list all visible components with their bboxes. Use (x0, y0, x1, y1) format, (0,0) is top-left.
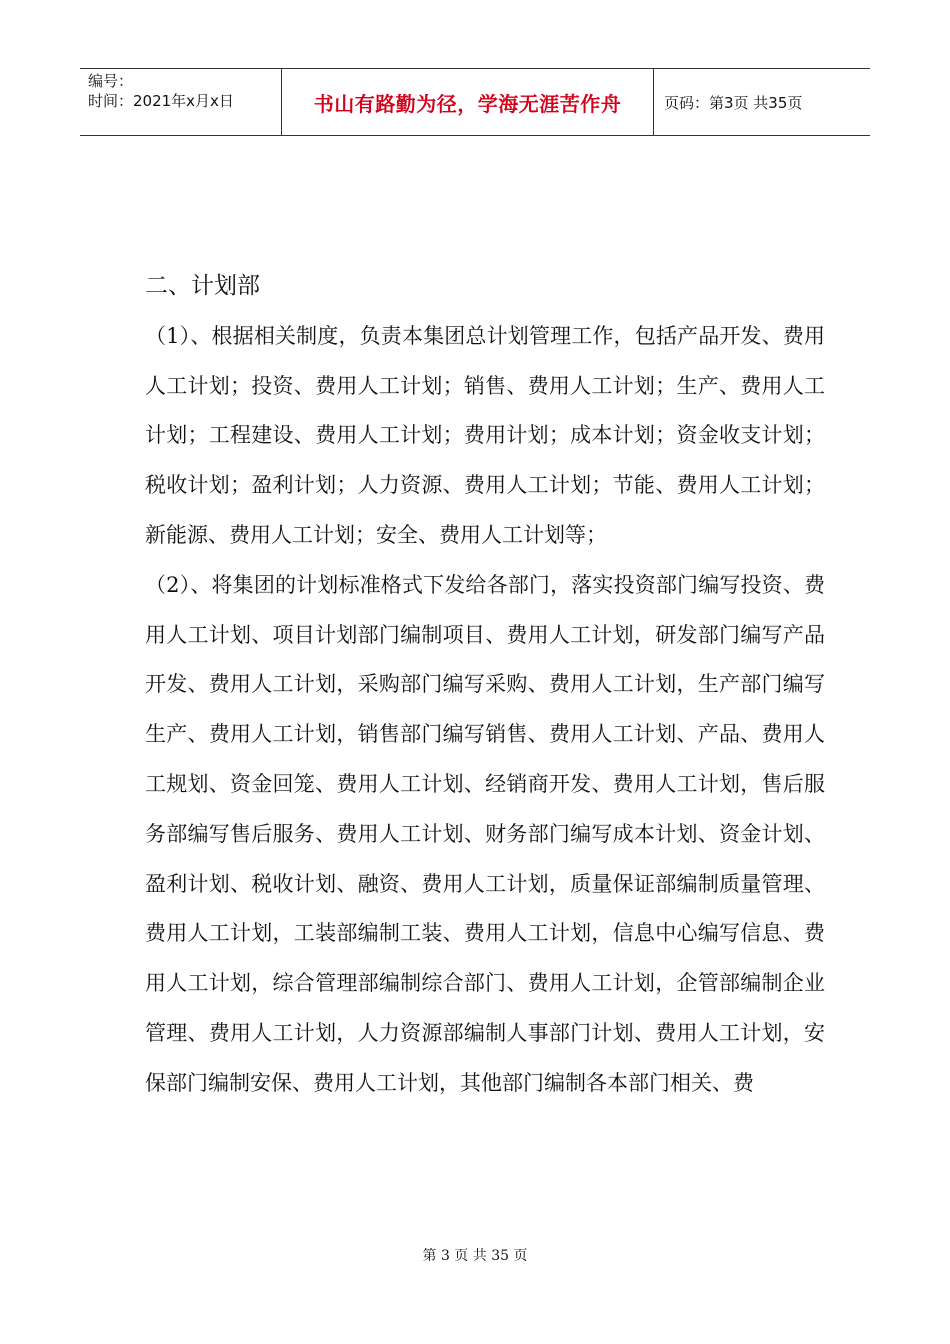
page-footer (0, 1245, 950, 1265)
paragraph-2: （2）、将集团的计划标准格式下发给各部门，落实投资部门编写投资、费用人工计划、项目计划部门编制项目、费用人工计划，研发部门编写产品开发、费用人工计划，采购部门编写采购、费用人工计划，生产部门编写生产、费用人工计划，销售部门编写销售、费用人工计划、产品、费用人工规划、资金回笼、费用人工计划、经销商开发、费用人工计划，售后服务部编写售后服务、费用人工计划、财务部门编写成本计划、资金计划、盈利计划、税收计划、融资、费用人工计划，质量保证部编制质量管理、费用人工计划，工装部编制工装、费用人工计划，信息中心编写信息、费用人工计划，综合管理部编制综合部门、费用人工计划，企管部编制企业管理、费用人工计划，人力资源部编制人事部门计划、费用人工计划，安保部门编制安保、费用人工计划，其他部门编制各本部门相关、费 (145, 572, 825, 1095)
paragraph-1: （1）、根据相关制度，负责本集团总计划管理工作，包括产品开发、费用人工计划；投资、费用人工计划；销售、费用人工计划；生产、费用人工计划；工程建设、费用人工计划；费用计划；成本计划；资金收支计划；税收计划；盈利计划；人力资源、费用人工计划；节能、费用人工计划；新能源、费用人工计划；安全、费用人工计划等； (145, 323, 825, 547)
page-info: 页码：第3页 共35页 (664, 93, 803, 112)
time-label: 时间：2021年x月x日 (88, 92, 234, 110)
footer-page-number: 第 3 页 共 35 页 (422, 1248, 528, 1264)
motto-text: 书山有路勤为径，学海无涯苦作舟 (313, 91, 622, 116)
header-motto-cell (282, 69, 654, 135)
header-page-cell (654, 69, 870, 135)
code-label: 编号： (88, 72, 134, 90)
document-header (80, 68, 870, 136)
section-title: 二、计划部 (145, 273, 260, 299)
header-meta-cell (80, 69, 282, 135)
document-body (145, 262, 825, 1109)
